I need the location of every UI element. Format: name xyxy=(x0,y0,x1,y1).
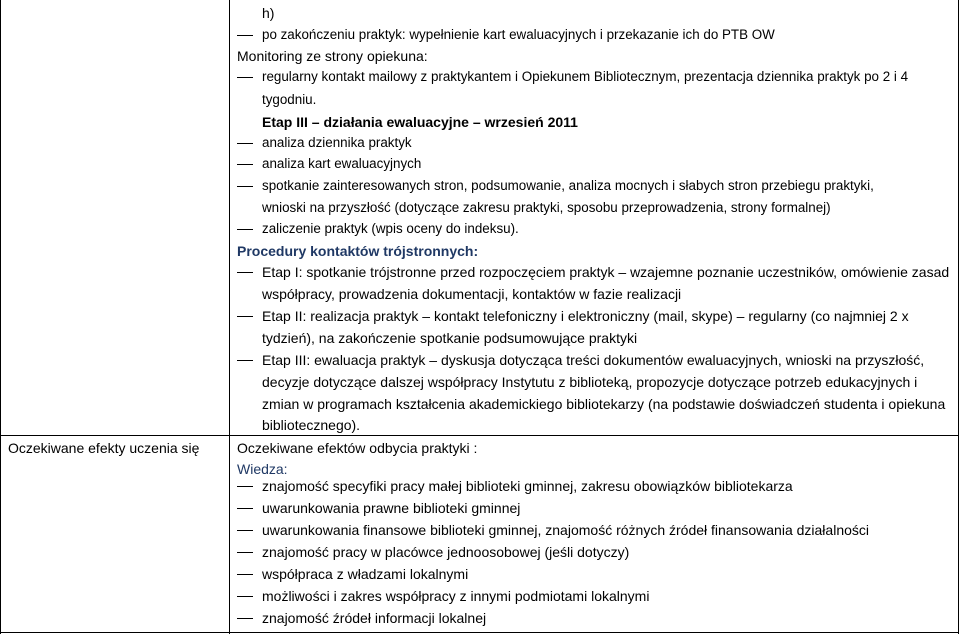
procedure-line: zmian w programach kształcenia akademickiego bibliotekarzy (na podstawie doświadczeń studenta i opiekuna xyxy=(262,396,946,412)
list-item: możliwości i zakres współpracy z innymi podmiotami lokalnymi xyxy=(262,588,650,604)
list-item: znajomość źródeł informacji lokalnej xyxy=(262,610,487,626)
bullet-dash xyxy=(237,77,253,78)
procedure-line: decyzje dotyczące dalszej współpracy Instytutu z biblioteką, propozycje dotyczące potrzeb edukacyjnych i xyxy=(262,374,918,390)
bullet-dash xyxy=(237,530,253,531)
list-item: uwarunkowania finansowe biblioteki gminnej, znajomość różnych źródeł finansowania działalności xyxy=(262,522,869,538)
list-item: analiza dziennika praktyk xyxy=(262,135,412,150)
list-item: współpraca z władzami lokalnymi xyxy=(262,566,469,582)
procedure-line: Etap III: ewaluacja praktyk – dyskusja dotycząca treści dokumentów ewaluacyjnych, wnioski na przyszłość, xyxy=(262,352,925,368)
list-item: spotkanie zainteresowanych stron, podsumowanie, analiza mocnych i słabych stron przebiegu praktyki, xyxy=(262,178,874,193)
procedure-line: bibliotecznego). xyxy=(262,417,361,433)
table-right-border xyxy=(958,0,959,634)
section-h-label: h) xyxy=(262,5,275,21)
bullet-dash xyxy=(237,508,253,509)
procedure-line: tydzień), na zakończenie spotkanie podsumowujące praktyki xyxy=(262,330,638,346)
bullet-dash xyxy=(237,360,253,361)
bullet-dash xyxy=(237,552,253,553)
bullet-dash xyxy=(237,164,253,165)
bullet-dash xyxy=(237,596,253,597)
monitoring-heading: Monitoring ze strony opiekuna: xyxy=(237,48,428,64)
list-item: uwarunkowania prawne biblioteki gminnej xyxy=(262,500,521,516)
table-left-border xyxy=(0,0,1,634)
list-item-continuation: tygodniu. xyxy=(262,92,317,107)
procedure-line: Etap II: realizacja praktyk – kontakt telefoniczny i elektroniczny (mail, skype) – regularny (co najmniej 2 x xyxy=(262,308,909,324)
bullet-dash xyxy=(237,486,253,487)
bullet-dash xyxy=(237,618,253,619)
bullet-dash xyxy=(237,186,253,187)
list-item: regularny kontakt mailowy z praktykantem i Opiekunem Bibliotecznym, prezentacja dziennika praktyk po 2 i 4 xyxy=(262,69,909,84)
wiedza-label: Wiedza: xyxy=(237,461,288,477)
bullet-dash xyxy=(237,574,253,575)
list-item: analiza kart ewaluacyjnych xyxy=(262,156,422,171)
bullet-dash xyxy=(237,229,253,230)
list-item: znajomość pracy w placówce jednoosobowej (jeśli dotyczy) xyxy=(262,544,630,560)
bullet-dash xyxy=(237,272,253,273)
procedure-line: Etap I: spotkanie trójstronne przed rozpoczęciem praktyk – wzajemne poznanie uczestników, omówienie zasad xyxy=(262,264,950,280)
list-item: zaliczenie praktyk (wpis oceny do indeksu). xyxy=(262,221,519,236)
table-bottom-border xyxy=(0,632,959,633)
list-item-plain: wnioski na przyszłość (dotyczące zakresu praktyki, sposobu przeprowadzenia, strony formalnej) xyxy=(262,200,831,215)
list-item: po zakończeniu praktyk: wypełnienie kart ewaluacyjnych i przekazanie ich do PTB OW xyxy=(262,27,775,42)
list-item: znajomość specyfiki pracy małej biblioteki gminnej, zakresu obowiązków bibliotekarza xyxy=(262,478,793,494)
table-row-divider xyxy=(0,435,959,436)
outcomes-heading: Oczekiwane efektów odbycia praktyki : xyxy=(237,440,478,456)
bullet-dash xyxy=(237,35,253,36)
bullet-dash xyxy=(237,143,253,144)
procedure-line: współpracy, prowadzenia dokumentacji, kontaktów w fazie realizacji xyxy=(262,286,682,302)
bullet-dash xyxy=(237,316,253,317)
table-column-divider xyxy=(229,0,230,634)
outcomes-row-label: Oczekiwane efekty uczenia się xyxy=(8,440,200,456)
etap3-heading: Etap III – działania ewaluacyjne – wrzesień 2011 xyxy=(262,114,578,130)
procedury-heading: Procedury kontaktów trójstronnych: xyxy=(237,243,479,259)
